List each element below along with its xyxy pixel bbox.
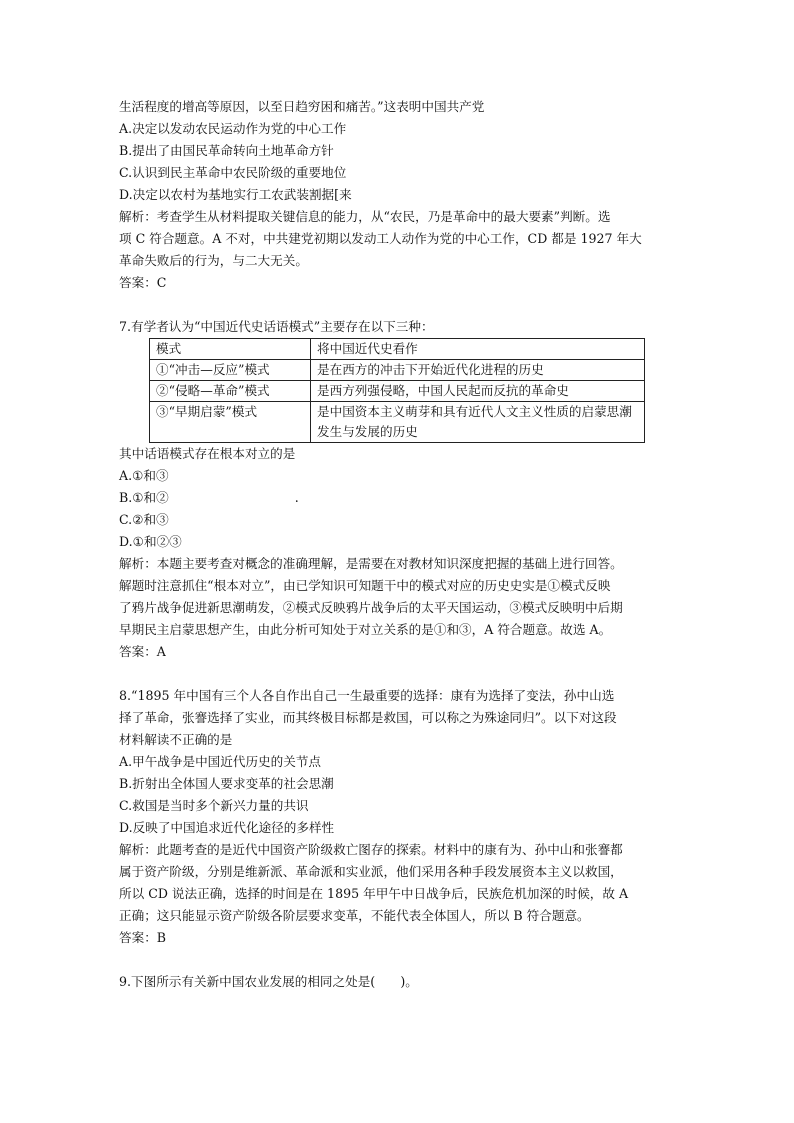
q7-analysis-line: 了鸦片战争促进新思潮萌发，②模式反映鸦片战争后的太平天国运动，③模式反映明中后期 — [119, 600, 623, 615]
q6-option-d: D.决定以农村为基地实行工农武装割据[来 — [119, 187, 352, 202]
q6-analysis-line: 革命失败后的行为，与二大无关。 — [119, 253, 308, 268]
q6-stem-tail: 生活程度的增高等原因，以至日趋穷困和痛苦。”这表明中国共产党 — [119, 99, 485, 114]
q8-answer: 答案：B — [119, 930, 167, 945]
q9-stem: 9.下图所示有关新中国农业发展的相同之处是( )。 — [119, 974, 418, 989]
q7-mode-table — [149, 338, 645, 443]
q8-analysis-line: 正确；这只能显示资产阶级各阶层要求变革，不能代表全体国人，所以 B 符合题意。 — [119, 908, 590, 923]
q8-stem-line: 8.“1895 年中国有三个人各自作出自己一生最重要的选择：康有为选择了变法，孙中山选 — [119, 688, 615, 703]
q7-question: 其中话语模式存在根本对立的是 — [119, 446, 296, 461]
table-row — [150, 360, 645, 381]
q7-analysis-line: 解析：本题主要考查对概念的准确理解，是需要在对教材知识深度把握的基础上进行回答。 — [119, 556, 623, 571]
q7-stem: 7.有学者认为“中国近代史话语模式”主要存在以下三种： — [119, 319, 434, 334]
table-header-cell: 将中国近代史看作 — [311, 339, 645, 360]
q8-analysis-line: 解析：此题考查的是近代中国资产阶级救亡图存的探索。材料中的康有为、孙中山和张謇都 — [119, 842, 623, 857]
spacer — [119, 949, 679, 971]
q7-option-b-line — [119, 487, 679, 509]
q8-option-c: C.救国是当时多个新兴力量的共识 — [119, 798, 309, 813]
spacer — [119, 663, 679, 685]
q7-analysis-line: 解题时注意抓住“根本对立”，由已学知识可知题干中的模式对应的历史史实是①模式反映 — [119, 578, 611, 593]
q7-option-a: A.①和③ — [119, 468, 169, 483]
table-header-cell: 模式 — [150, 339, 311, 360]
table-cell: ①“冲击—反应”模式 — [150, 360, 311, 381]
table-cell: ②“侵略—革命”模式 — [150, 381, 311, 402]
q6-answer: 答案：C — [119, 275, 167, 290]
q8-option-d: D.反映了中国追求近代化途径的多样性 — [119, 820, 335, 835]
q6-analysis-line: 解析：考查学生从材料提取关键信息的能力，从“农民，乃是革命中的最大要素”判断。选 — [119, 209, 611, 224]
spacer — [119, 294, 679, 316]
q8-analysis-line: 所以 CD 说法正确，选择的时间是在 1895 年甲午中日战争后，民族危机加深的时候，故 A — [119, 886, 629, 901]
q8-option-a: A.甲午战争是中国近代历史的关节点 — [119, 754, 322, 769]
q6-option-c: C.认识到民主革命中农民阶级的重要地位 — [119, 165, 347, 180]
table-row — [150, 381, 645, 402]
q8-option-b: B.折射出全体国人要求变革的社会思潮 — [119, 776, 334, 791]
table-row — [150, 402, 645, 443]
q8-analysis-line: 属于资产阶级，分别是维新派、革命派和实业派，他们采用各种手段发展资本主义以救国， — [119, 864, 623, 879]
q8-stem-line: 材料解读不正确的是 — [119, 732, 233, 747]
document-page — [119, 96, 679, 993]
stray-mark: . — [294, 490, 299, 505]
table-cell: 是西方列强侵略，中国人民起而反抗的革命史 — [311, 381, 645, 402]
q7-option-b: B.①和② — [119, 490, 169, 505]
table-cell: 是中国资本主义萌芽和具有近代人文主义性质的启蒙思潮发生与发展的历史 — [311, 402, 645, 443]
q6-option-b: B.提出了由国民革命转向土地革命方针 — [119, 143, 334, 158]
q7-analysis-line: 早期民主启蒙思想产生，由此分析可知处于对立关系的是①和③，A 符合题意。故选 A。 — [119, 622, 612, 637]
q7-answer: 答案：A — [119, 644, 166, 659]
q7-option-c: C.②和③ — [119, 512, 169, 527]
table-cell: 是在西方的冲击下开始近代化进程的历史 — [311, 360, 645, 381]
q7-option-d: D.①和②③ — [119, 534, 182, 549]
table-header-row — [150, 339, 645, 360]
q6-analysis-line: 项 C 符合题意。A 不对，中共建党初期以发动工人动作为党的中心工作，CD 都是 1927 年大 — [119, 231, 642, 246]
q8-stem-line: 择了革命，张謇选择了实业，而其终极目标都是救国，可以称之为殊途同归”。以下对这段 — [119, 710, 617, 725]
q6-option-a: A.决定以发动农民运动作为党的中心工作 — [119, 121, 347, 136]
table-cell: ③“早期启蒙”模式 — [150, 402, 311, 443]
